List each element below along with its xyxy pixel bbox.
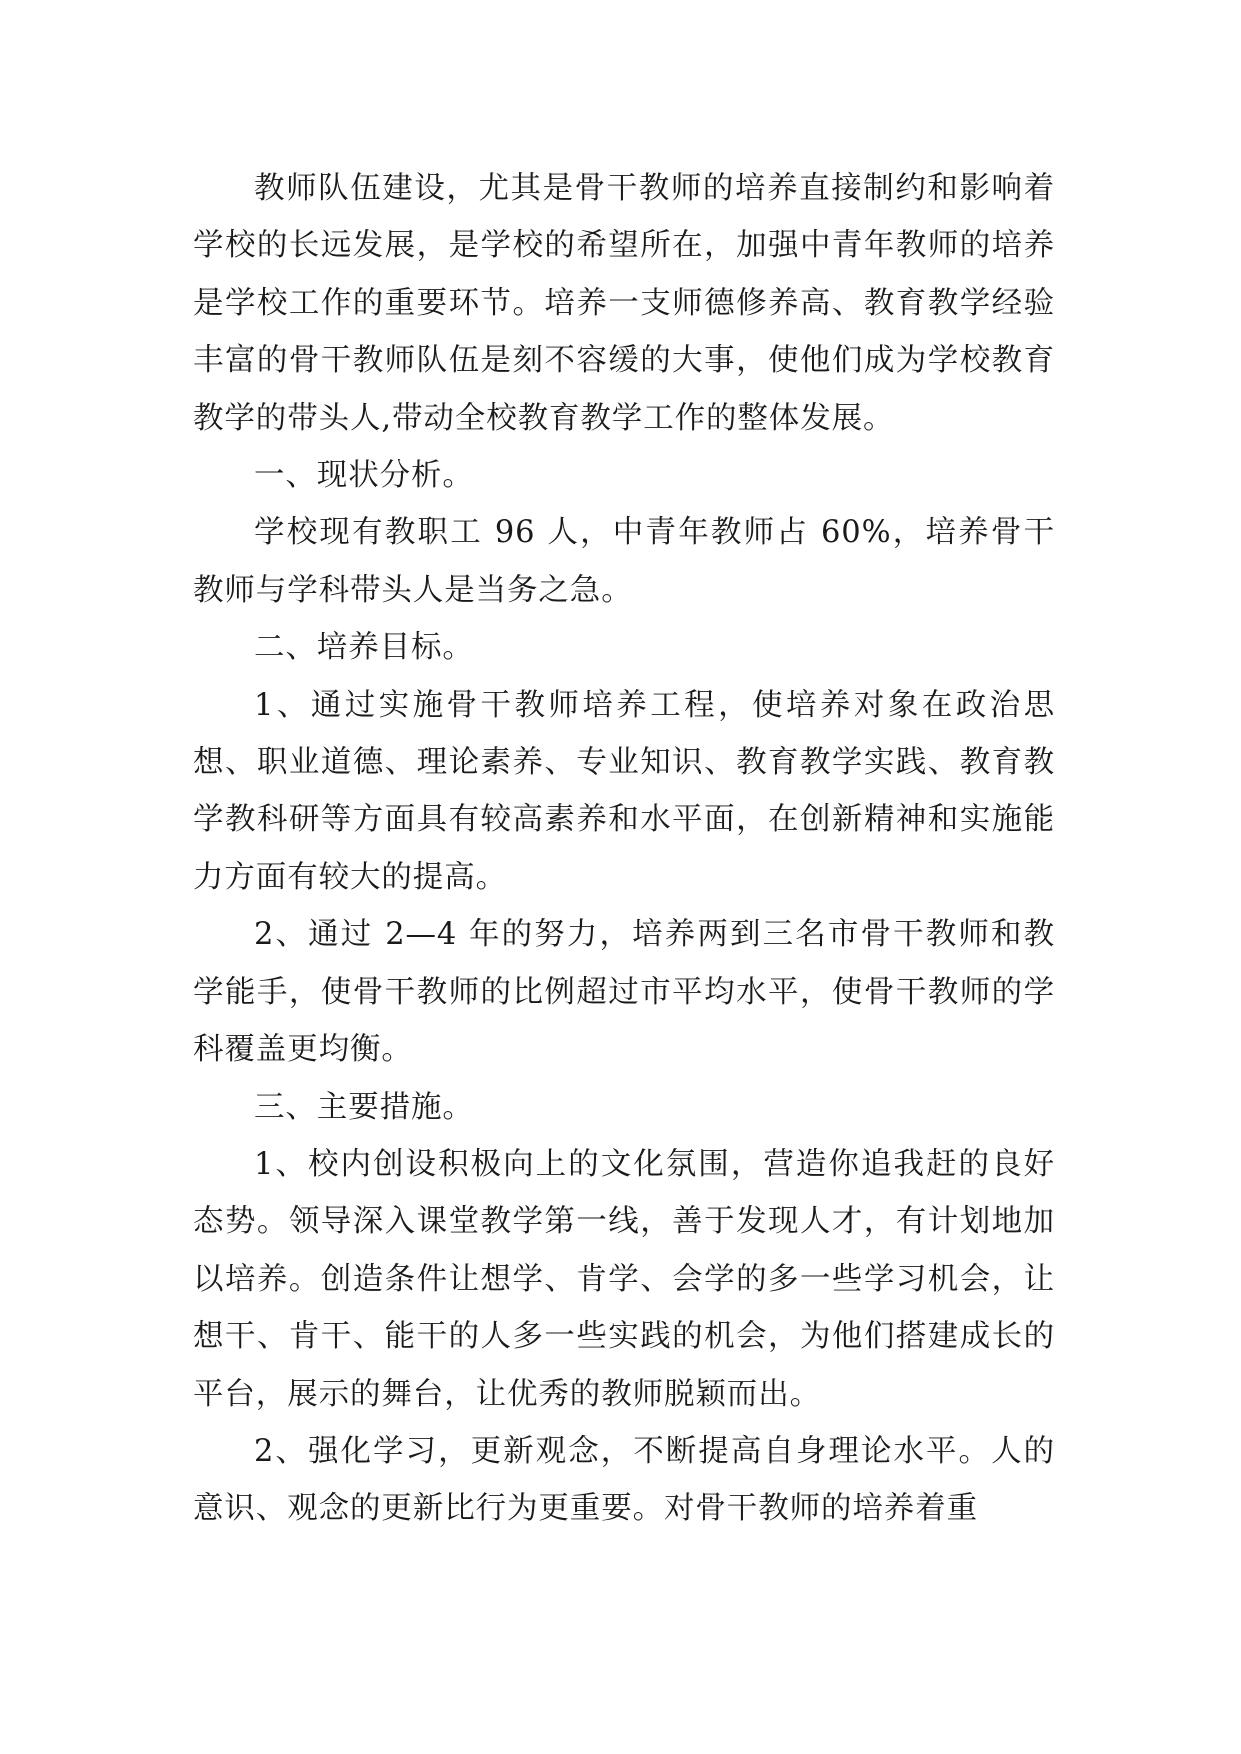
measure-paragraph-1: 1、校内创设积极向上的文化氛围，营造你追我赶的良好态势。领导深入课堂教学第一线，善于发现人才，有计划地加以培养。创造条件让想学、肯学、会学的多一些学习机会，让想干、肯干、能干的人多一些实践的机会，为他们搭建成长的平台，展示的舞台，让优秀的教师脱颖而出。 bbox=[193, 1146, 1055, 1412]
measure-paragraph-2: 2、强化学习，更新观念，不断提高自身理论水平。人的意识、观念的更新比行为更重要。对骨干教师的培养着重 bbox=[193, 1433, 1055, 1527]
goal-paragraph-1: 1、通过实施骨干教师培养工程，使培养对象在政治思想、职业道德、理论素养、专业知识、教育教学实践、教育教学教科研等方面具有较高素养和水平面，在创新精神和实施能力方面有较大的提高。 bbox=[193, 687, 1055, 895]
status-paragraph: 学校现有教职工 96 人，中青年教师占 60%，培养骨干教师与学科带头人是当务之急。 bbox=[193, 515, 1055, 608]
intro-paragraph: 教师队伍建设，尤其是骨干教师的培养直接制约和影响着学校的长远发展，是学校的希望所在，加强中青年教师的培养是学校工作的重要环节。培养一支师德修养高、教育教学经验丰富的骨干教师队伍是刻不容缓的大事，使他们成为学校教育教学的带头人,带动全校教育教学工作的整体发展。 bbox=[193, 171, 1055, 436]
section-heading-measures: 三、主要措施。 bbox=[254, 1089, 474, 1125]
section-heading-status: 一、现状分析。 bbox=[254, 458, 474, 494]
section-heading-goals: 二、培养目标。 bbox=[254, 630, 474, 666]
goal-paragraph-2: 2、通过 2—4 年的努力，培养两到三名市骨干教师和教学能手，使骨干教师的比例超过市平均水平，使骨干教师的学科覆盖更均衡。 bbox=[193, 917, 1055, 1068]
document-body bbox=[193, 160, 1055, 1538]
